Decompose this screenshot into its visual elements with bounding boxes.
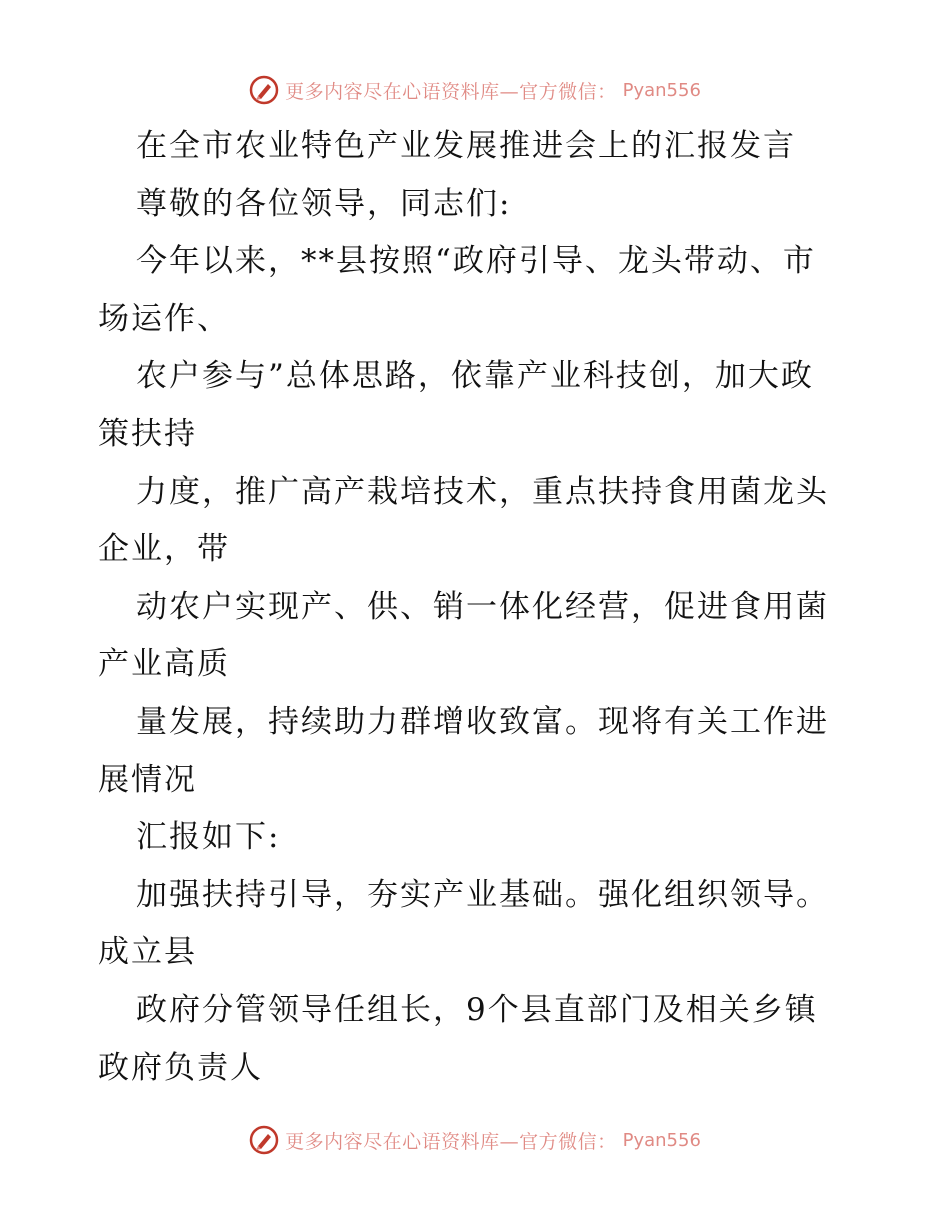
pen-logo-icon [249,1125,279,1155]
paragraph-line: 力度，推广高产栽培技术，重点扶持食用菌龙头 [136,473,829,510]
paragraph-line: 农户参与”总体思路，依靠产业科技创，加大政 [136,358,814,395]
header-watermark [0,72,950,108]
pen-logo-icon [249,75,279,105]
paragraph-line: 展情况 [98,761,197,798]
paragraph-line: 企业，带 [98,531,230,568]
paragraph-line: 动农户实现产、供、销一体化经营，促进食用菌 [136,588,829,625]
paragraph-line: 量发展，持续助力群增收致富。现将有关工作进 [136,703,829,740]
document-title: 在全市农业特色产业发展推进会上的汇报发言 [136,128,796,164]
watermark-text: 更多内容尽在心语资料库—官方微信： [285,80,617,103]
document-body [98,118,868,1097]
salutation: 尊敬的各位领导，同志们: [136,185,512,222]
watermark-text: 更多内容尽在心语资料库—官方微信： [285,1130,617,1153]
paragraph-line: 汇报如下: [136,819,281,856]
footer-watermark [0,1122,950,1158]
paragraph-line: 加强扶持引导，夯实产业基础。强化组织领导。 [136,876,829,913]
watermark-wechat-id: Pyan556 [622,1129,701,1151]
paragraph-line: 成立县 [98,934,197,971]
watermark-wechat-id: Pyan556 [622,79,701,101]
paragraph-line: 场运作、 [98,300,230,337]
paragraph-line: 政府分管领导任组长，9个县直部门及相关乡镇 [136,991,818,1028]
paragraph-line: 政府负责人 [98,1049,263,1086]
paragraph-line: 产业高质 [98,646,230,683]
paragraph-line: 策扶持 [98,415,197,452]
paragraph-line: 今年以来，**县按照“政府引导、龙头带动、市 [136,243,816,280]
